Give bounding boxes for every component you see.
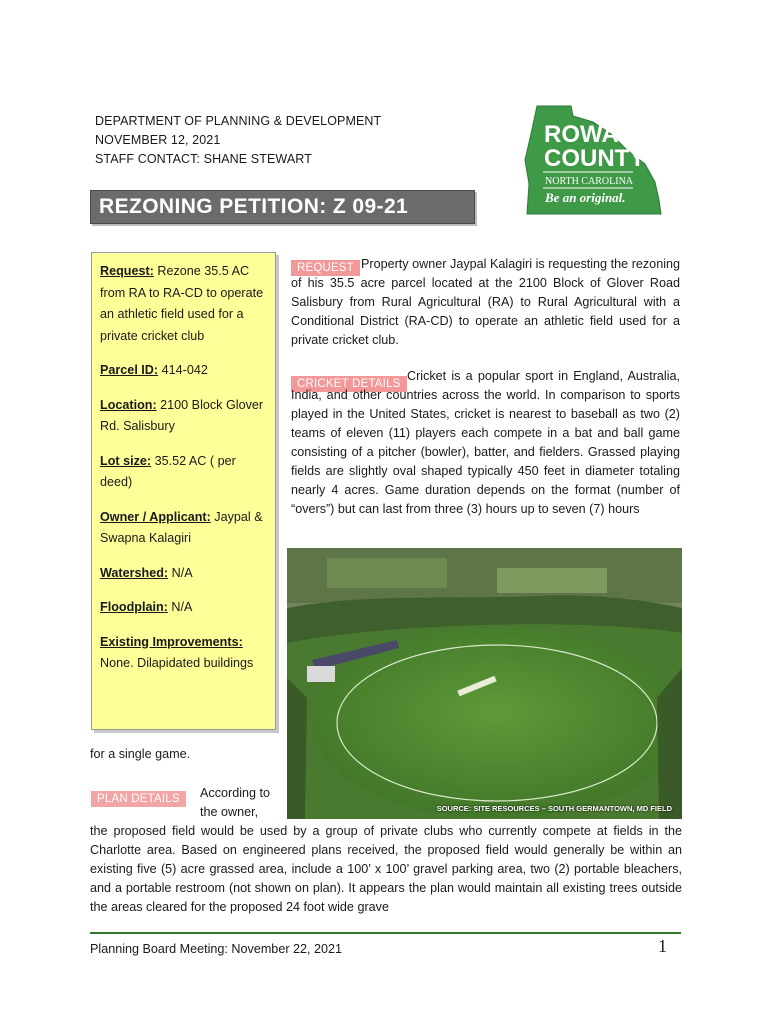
sidebar-location: Location: 2100 Block Glover Rd. Salisbury	[100, 397, 264, 433]
plan-details-section-tag: PLAN DETAILS	[91, 791, 186, 807]
sidebar-request: Request: Rezone 35.5 AC from RA to RA-CD to operate an athletic field used for a private cricket club	[100, 264, 264, 343]
petition-title: REZONING PETITION: Z 09-21	[99, 195, 409, 218]
rowan-county-logo	[523, 104, 663, 216]
logo-word-county: COUNTY	[544, 145, 646, 172]
sidebar-lot-size: Lot size: 35.52 AC ( per deed)	[100, 453, 236, 489]
cricket-field-photo-graphic	[287, 548, 682, 819]
staff-contact-line: STAFF CONTACT: SHANE STEWART	[95, 152, 312, 166]
logo-region: NORTH CAROLINA	[545, 176, 634, 187]
rowan-county-logo-graphic	[523, 104, 663, 216]
footer-meeting-date: Planning Board Meeting: November 22, 2021	[90, 942, 343, 956]
footer-divider	[90, 932, 681, 934]
summary-sidebar	[91, 252, 276, 730]
sidebar-improvements: Existing Improvements: None. Dilapidated buildings	[100, 634, 254, 670]
cricket-field-aerial-photo	[287, 548, 682, 819]
cricket-details-section-tag: CRICKET DETAILS	[291, 376, 407, 392]
request-section-tag: REQUEST	[291, 260, 360, 276]
request-paragraph: Property owner Jaypal Kalagiri is requesting the rezoning of his 35.5 acre parcel located at the 2100 Block of Glover Road Salisbury from Rural Agricultural (RA) to Rural Agricultural with a Conditional District (RA-CD) to operate an athletic field used for a private cricket club.	[291, 257, 680, 347]
sidebar-watershed: Watershed: N/A	[100, 565, 193, 580]
photo-caption: SOURCE: SITE RESOURCES – SOUTH GERMANTOWN, MD FIELD	[436, 804, 672, 813]
date-line: NOVEMBER 12, 2021	[95, 133, 221, 147]
sidebar-floodplain: Floodplain: N/A	[100, 600, 193, 614]
cricket-details-continued: for a single game.	[90, 747, 191, 761]
department-line: DEPARTMENT OF PLANNING & DEVELOPMENT	[95, 114, 382, 128]
page-number: 1	[658, 936, 667, 956]
document-header	[95, 112, 381, 169]
plan-details-lead: According to the owner,	[200, 786, 271, 819]
logo-word-rowan: ROWAN	[544, 121, 636, 148]
plan-details-paragraph: the proposed field would be used by a group of private clubs who currently compete at fields in the Charlotte area. Based on engineered plans received, the proposed field would generally be within an existing five (5) acre grassed area, include a 100’ x 100’ gravel parking area, two (2) portable bleachers, and a portable restroom (not shown on plan). It appears the plan would maintain all existing trees outside the areas cleared for the proposed 24 foot wide grave	[90, 824, 682, 914]
petition-title-banner	[90, 190, 475, 224]
logo-tagline: Be an original.	[545, 190, 626, 205]
sidebar-owner: Owner / Applicant: Jaypal & Swapna Kalagiri	[100, 509, 263, 545]
cricket-details-paragraph: Cricket is a popular sport in England, Australia, India, and other countries across the world. In comparison to sports played in the United States, cricket is nearest to baseball as two (2) teams of eleven (11) players each compete in a bat and ball game consisting of a pitcher (bowler), batter, and fielders. Grassed playing fields are slightly oval shaped typically 450 feet in diameter totaling nearly 4 acres. Game duration depends on the format (number of “overs”) but can last from three (3) hours up to seven (7) hours	[291, 369, 680, 516]
sidebar-parcel: Parcel ID: 414-042	[100, 363, 208, 377]
